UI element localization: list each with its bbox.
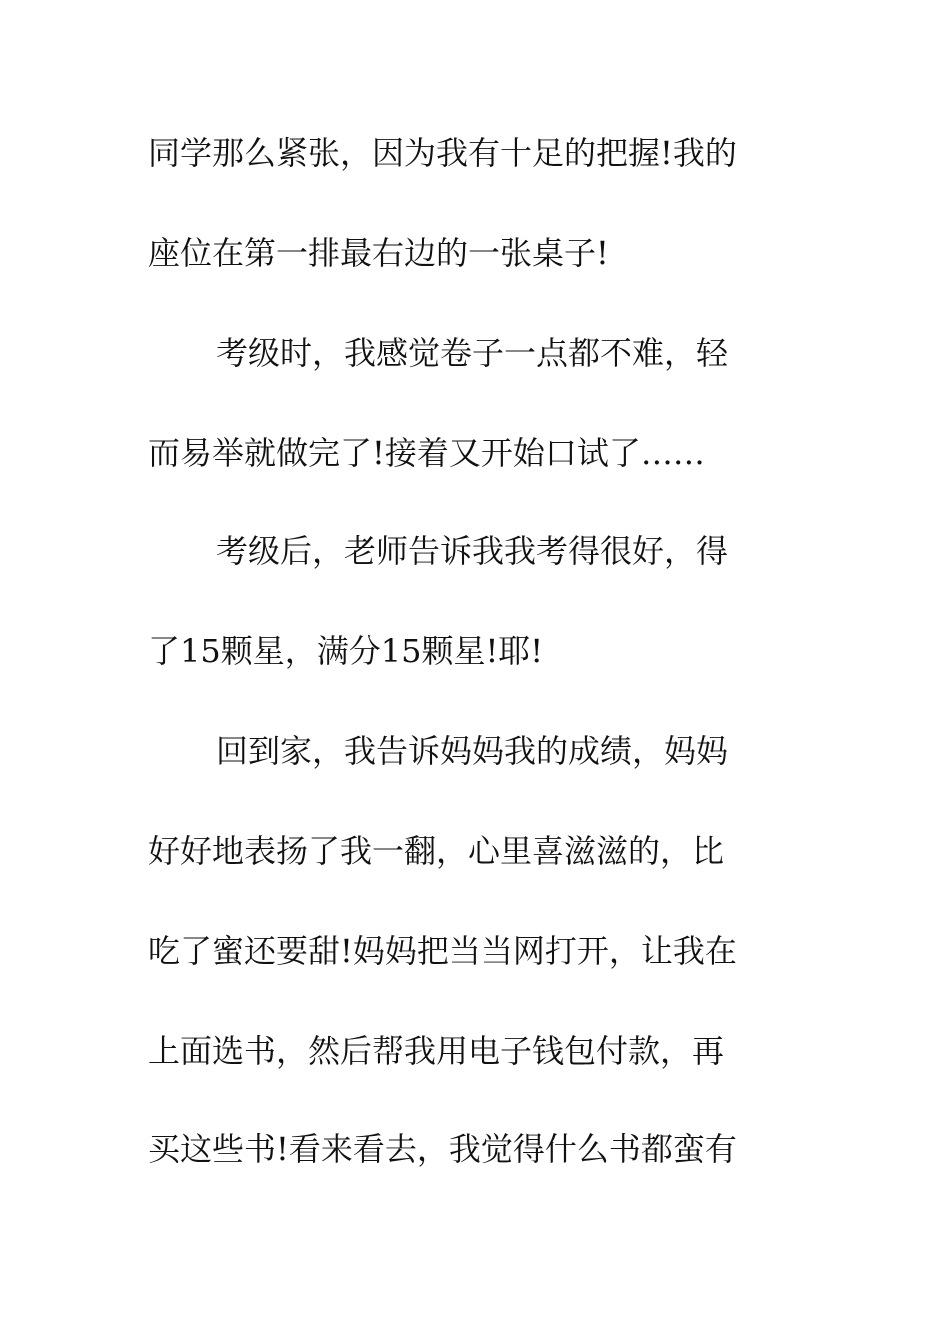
text-line: 而易举就做完了!接着又开始口试了…… bbox=[148, 434, 705, 472]
text-line: 上面选书，然后帮我用电子钱包付款，再 bbox=[148, 1032, 725, 1070]
text-line: 座位在第一排最右边的一张桌子! bbox=[148, 234, 609, 272]
paragraph-start-line: 回到家，我告诉妈妈我的成绩，妈妈 bbox=[216, 732, 729, 770]
text-line: 吃了蜜还要甜!妈妈把当当网打开，让我在 bbox=[148, 932, 737, 970]
text-line: 了15颗星，满分15颗星!耶! bbox=[148, 632, 544, 670]
text-line: 买这些书!看来看去，我觉得什么书都蛮有 bbox=[148, 1130, 737, 1168]
text-line: 好好地表扬了我一翻，心里喜滋滋的，比 bbox=[148, 832, 725, 870]
paragraph-start-line: 考级时，我感觉卷子一点都不难，轻 bbox=[216, 334, 729, 372]
paragraph-start-line: 考级后，老师告诉我我考得很好，得 bbox=[216, 532, 729, 570]
text-line: 同学那么紧张，因为我有十足的把握!我的 bbox=[148, 134, 737, 172]
